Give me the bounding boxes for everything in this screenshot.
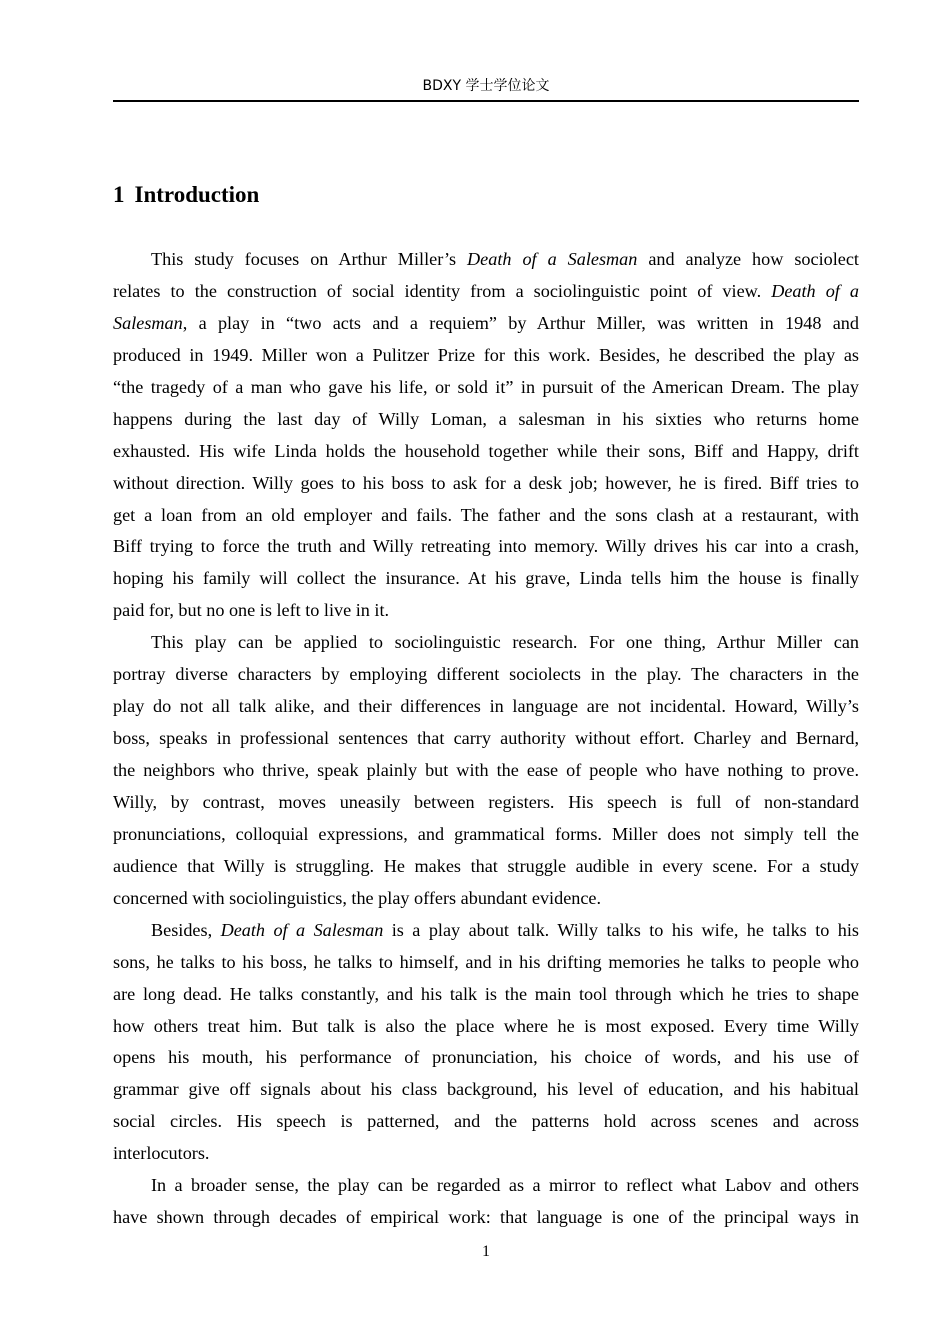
page-number: 1	[482, 1243, 490, 1260]
text-run: and analyze how sociolect	[637, 249, 859, 269]
text-run: relates to the construction of social identity from a sociolinguistic point of view.	[113, 280, 772, 301]
text-line	[113, 1074, 859, 1106]
section-number: 1	[113, 182, 125, 207]
text-line	[113, 563, 859, 595]
text-run: “the tragedy of a man who gave his life, or sold it” in pursuit of the American Dream. The play	[113, 376, 859, 397]
text-run: paid for, but no one is left to live in it.	[113, 600, 390, 621]
text-line	[113, 691, 859, 723]
text-line	[113, 244, 859, 276]
text-run: hoping his family will collect the insurance. At his grave, Linda tells him the house is finally	[113, 568, 859, 589]
text-run: portray diverse characters by employing different sociolects in the play. The characters in the	[113, 664, 859, 685]
text-run: In a broader sense, the play can be regarded as a mirror to reflect what Labov and others	[151, 1175, 859, 1196]
text-line	[113, 979, 859, 1011]
header-rule	[113, 100, 859, 102]
text-line	[113, 851, 859, 883]
running-header: BDXY 学士学位论文	[422, 78, 550, 94]
text-run: produced in 1949. Miller won a Pulitzer Prize for this work. Besides, he described the play as	[113, 344, 859, 365]
text-line	[113, 1170, 859, 1202]
text-run: social circles. His speech is patterned, and the patterns hold across scenes and across	[113, 1111, 859, 1132]
text-run: grammar give off signals about his class background, his level of education, and his habitual	[113, 1079, 859, 1100]
italic-title: Death of a	[771, 280, 859, 301]
text-run: opens his mouth, his performance of pronunciation, his choice of words, and his use of	[113, 1047, 859, 1068]
text-run: exhausted. His wife Linda holds the household together while their sons, Biff and Happy, drift	[113, 440, 859, 461]
text-run: boss, speaks in professional sentences that carry authority without effort. Charley and Bernard,	[113, 728, 859, 749]
text-line	[113, 947, 859, 979]
section-title: Introduction	[134, 182, 260, 207]
text-run: happens during the last day of Willy Loman, a salesman in his sixties who returns home	[113, 408, 859, 429]
text-line	[113, 436, 859, 468]
text-run: Willy, by contrast, moves uneasily between registers. His speech is full of non-standard	[113, 791, 859, 812]
text-line	[113, 819, 859, 851]
text-run: This study focuses on Arthur Miller’s	[151, 249, 468, 269]
text-line	[113, 372, 859, 404]
text-run: concerned with sociolinguistics, the play offers abundant evidence.	[113, 887, 602, 908]
text-line	[113, 500, 859, 532]
text-line	[113, 1202, 859, 1234]
text-run: This play can be applied to sociolinguistic research. For one thing, Arthur Miller can	[151, 632, 859, 653]
paragraph	[113, 244, 859, 627]
text-run: are long dead. He talks constantly, and his talk is the main tool through which he tries to shape	[113, 983, 859, 1004]
text-line	[113, 883, 859, 915]
italic-title: Death of a Salesman	[467, 249, 638, 269]
text-run: pronunciations, colloquial expressions, and grammatical forms. Miller does not simply tell the	[113, 823, 859, 844]
text-line	[113, 723, 859, 755]
text-run: Biff trying to force the truth and Willy retreating into memory. Willy drives his car into a crash,	[113, 536, 859, 557]
text-run: sons, he talks to his boss, he talks to himself, and in his drifting memories he talks to people who	[113, 951, 859, 972]
text-line	[113, 595, 859, 627]
text-line	[113, 276, 859, 308]
italic-title: Salesman	[113, 312, 183, 333]
text-line	[113, 1042, 859, 1074]
text-run: play do not all talk alike, and their differences in language are not incidental. Howard, Willy’s	[113, 696, 859, 717]
text-line	[113, 1106, 859, 1138]
italic-title: Death of a Salesman	[220, 919, 384, 940]
text-line	[113, 340, 859, 372]
text-line	[113, 531, 859, 563]
text-line	[113, 787, 859, 819]
text-line	[113, 659, 859, 691]
text-run: how others treat him. But talk is also the place where he is most exposed. Every time Willy	[113, 1015, 859, 1036]
text-run: have shown through decades of empirical work: that language is one of the principal ways in	[113, 1207, 859, 1228]
text-line	[113, 468, 859, 500]
text-run: audience that Willy is struggling. He makes that struggle audible in every scene. For a study	[113, 855, 859, 876]
text-run: is a play about talk. Willy talks to his wife, he talks to his	[383, 919, 859, 940]
text-run: interlocutors.	[113, 1143, 210, 1164]
text-line	[113, 755, 859, 787]
text-run: without direction. Willy goes to his boss to ask for a desk job; however, he is fired. Biff tries to	[113, 472, 859, 493]
text-line	[113, 308, 859, 340]
text-line	[113, 1138, 859, 1170]
text-line	[113, 1011, 859, 1043]
section-heading	[113, 180, 859, 210]
text-line	[113, 627, 859, 659]
text-run: Besides,	[151, 919, 221, 940]
paragraph	[113, 1170, 859, 1234]
paragraph	[113, 627, 859, 914]
text-line	[113, 404, 859, 436]
body-text	[113, 244, 859, 1234]
paragraph	[113, 915, 859, 1171]
text-run: the neighbors who thrive, speak plainly but with the ease of people who have nothing to prove.	[113, 760, 859, 780]
text-run: , a play in “two acts and a requiem” by Arthur Miller, was written in 1948 and	[182, 312, 859, 333]
text-line	[113, 915, 859, 947]
text-run: get a loan from an old employer and fails. The father and the sons clash at a restaurant, with	[113, 504, 859, 525]
